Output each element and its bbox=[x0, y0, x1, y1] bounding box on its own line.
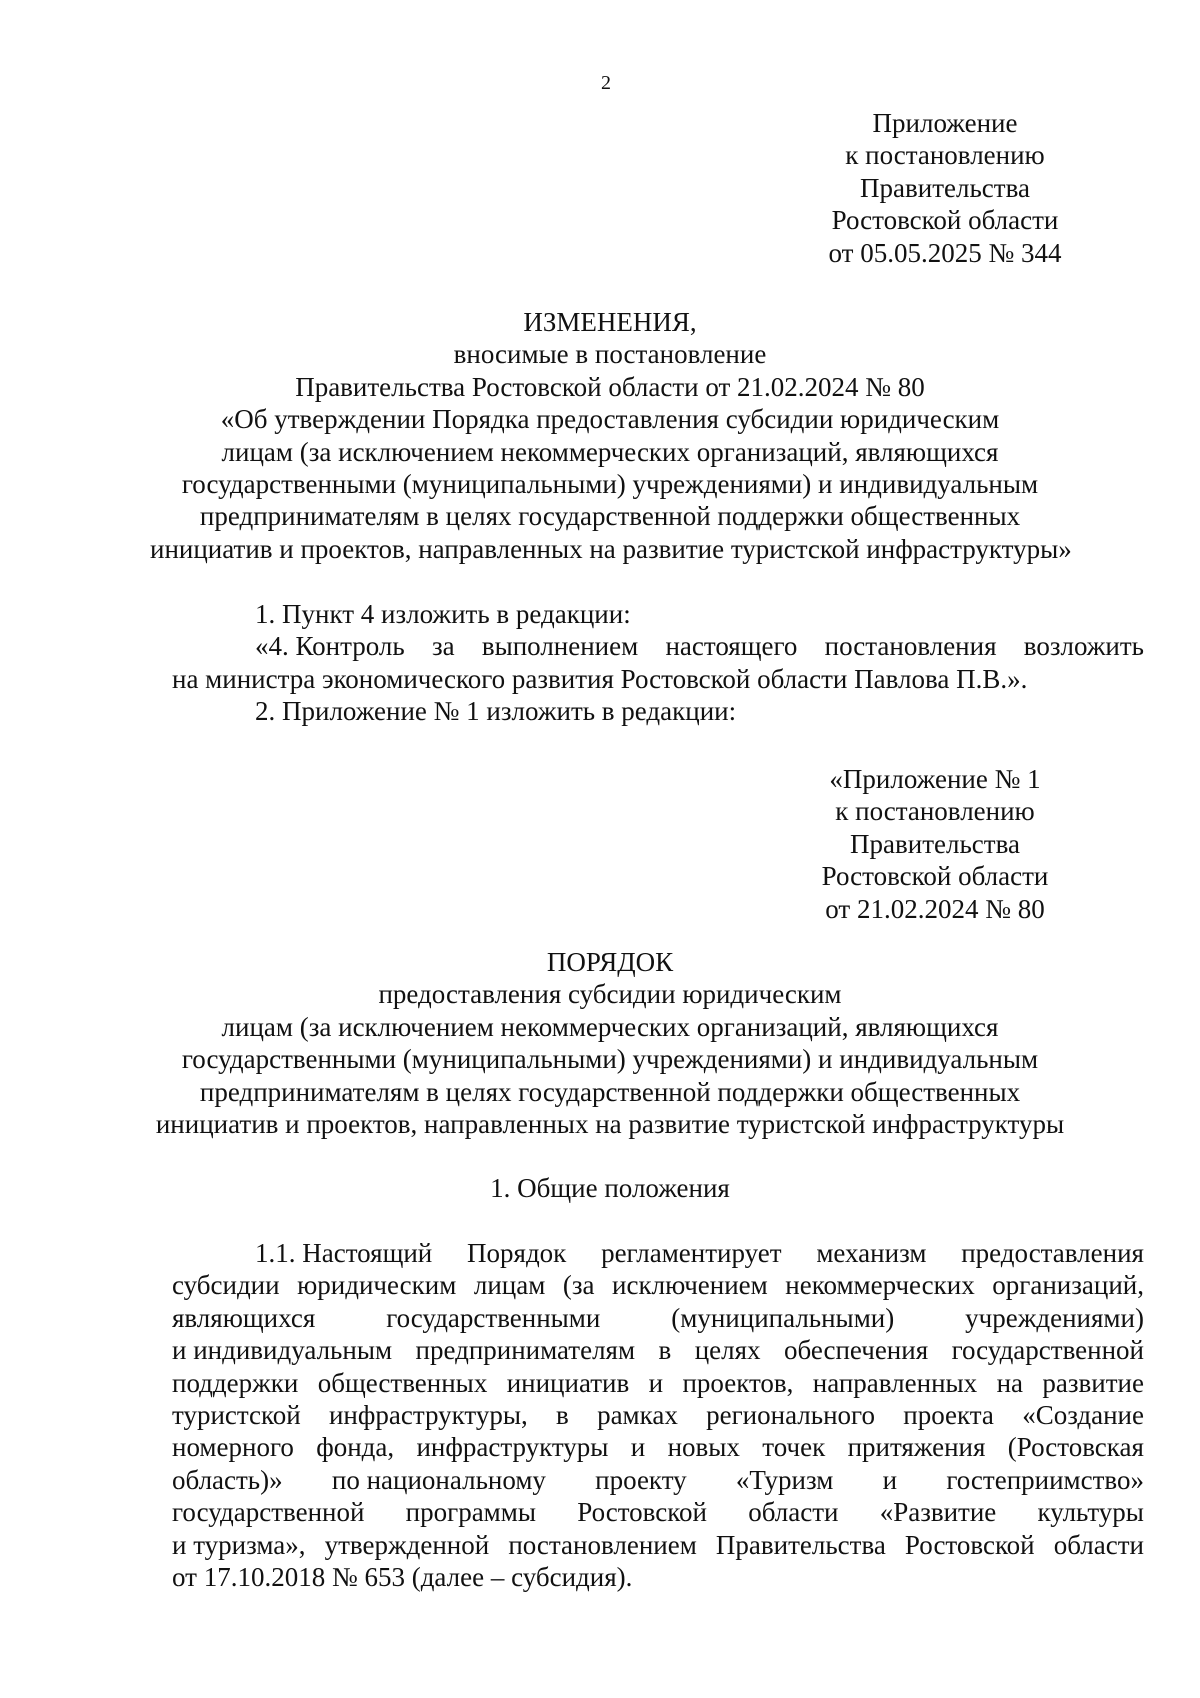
word: Ростовской bbox=[904, 1529, 1035, 1560]
paragraph-line bbox=[172, 1302, 1144, 1334]
word: регионального bbox=[706, 1399, 875, 1430]
word: в bbox=[556, 1399, 569, 1430]
changes-title-line: Правительства Ростовской области от 21.02.2024 № 80 bbox=[295, 371, 925, 402]
item-1-line: 1. Пункт 4 изложить в редакции: bbox=[255, 599, 631, 629]
word: государственными bbox=[386, 1302, 601, 1333]
paragraph-line bbox=[172, 1237, 1144, 1269]
page-number: 2 bbox=[601, 72, 611, 94]
word: выполнением bbox=[481, 631, 639, 662]
word: 1.1. Настоящий bbox=[255, 1238, 433, 1268]
order-title-line: предпринимателям в целях государственной поддержки общественных bbox=[199, 1076, 1021, 1107]
appendix-header-line: к постановлению bbox=[845, 140, 1045, 171]
paragraph-line bbox=[172, 1367, 1144, 1399]
word: проектов, bbox=[682, 1367, 794, 1398]
word: Правительства bbox=[715, 1529, 886, 1560]
word: фонда, bbox=[316, 1432, 395, 1463]
word: и bbox=[882, 1464, 898, 1495]
appendix-header bbox=[780, 107, 1110, 269]
word: регламентирует bbox=[601, 1238, 782, 1268]
word: утвержденной bbox=[324, 1529, 490, 1560]
word: исключением bbox=[612, 1270, 768, 1301]
appendix-1-header-line: Правительства bbox=[850, 828, 1020, 859]
word: развитие bbox=[1042, 1367, 1144, 1398]
changes-title-line: «Об утверждении Порядка предоставления субсидии юридическим bbox=[220, 404, 1000, 435]
word: область)» bbox=[172, 1464, 283, 1495]
word: (за bbox=[562, 1270, 595, 1301]
appendix-1-header-line: Ростовской области bbox=[821, 861, 1049, 892]
word: по национальному bbox=[331, 1464, 546, 1495]
word: и индивидуальным bbox=[172, 1335, 393, 1366]
appendix-header-line: Ростовской области bbox=[831, 205, 1059, 236]
word: государственной bbox=[172, 1497, 365, 1528]
word: государственной bbox=[951, 1335, 1144, 1366]
word: на bbox=[996, 1367, 1023, 1398]
appendix-1-header-line: от 21.02.2024 № 80 bbox=[825, 893, 1045, 924]
order-title-line: лицам (за исключением некоммерческих организаций, являющихся bbox=[221, 1011, 999, 1042]
word: и bbox=[648, 1367, 664, 1398]
word: «Развитие bbox=[879, 1497, 997, 1528]
word: некоммерческих bbox=[785, 1270, 975, 1301]
order-title-line: ПОРЯДОК bbox=[546, 947, 674, 977]
order-title bbox=[150, 946, 1070, 1140]
word: общественных bbox=[317, 1367, 488, 1398]
paragraph-line bbox=[172, 1334, 1144, 1366]
paragraph-last-line: от 17.10.2018 № 653 (далее – субсидия). bbox=[172, 1561, 633, 1592]
word: обеспечения bbox=[783, 1335, 929, 1366]
word: притяжения bbox=[847, 1432, 986, 1463]
word: лицам bbox=[473, 1270, 546, 1301]
word: настоящего bbox=[665, 631, 798, 662]
word: проекта bbox=[903, 1399, 994, 1430]
word: направленных bbox=[812, 1367, 978, 1398]
word: проекту bbox=[595, 1464, 687, 1495]
word: «Туризм bbox=[735, 1464, 834, 1495]
word: постановления bbox=[824, 631, 997, 662]
word: механизм bbox=[816, 1238, 927, 1268]
word: в bbox=[658, 1335, 672, 1366]
paragraph-1-1 bbox=[172, 1237, 1144, 1593]
word: (муниципальными) bbox=[671, 1302, 895, 1333]
word: и bbox=[630, 1432, 646, 1463]
paragraph-line bbox=[172, 1496, 1144, 1528]
changes-title-line: предпринимателям в целях государственной поддержки общественных bbox=[199, 501, 1021, 532]
word: юридическим bbox=[297, 1270, 457, 1301]
order-title-line: предоставления субсидии юридическим bbox=[378, 979, 842, 1010]
word: постановлением bbox=[508, 1529, 697, 1560]
paragraph-line bbox=[172, 1529, 1144, 1561]
item-2-line: 2. Приложение № 1 изложить в редакции: bbox=[255, 696, 737, 727]
changes-title bbox=[150, 306, 1070, 565]
word: Ростовской bbox=[577, 1497, 707, 1528]
paragraph-line bbox=[172, 1399, 1144, 1431]
appendix-header-line: Правительства bbox=[860, 172, 1030, 203]
word: являющихся bbox=[172, 1302, 316, 1333]
word: предоставления bbox=[961, 1238, 1144, 1268]
word: субсидии bbox=[172, 1270, 280, 1301]
word: за bbox=[431, 631, 455, 662]
word: «4. Контроль bbox=[255, 631, 405, 662]
item-1-quote-last-line: на министра экономического развития Ростовской области Павлова П.В.». bbox=[172, 663, 1028, 694]
appendix-header-line: от 05.05.2025 № 344 bbox=[828, 237, 1062, 268]
changes-title-line: вносимые в постановление bbox=[453, 339, 767, 370]
word: гостеприимство» bbox=[946, 1464, 1144, 1495]
word: учреждениями) bbox=[965, 1302, 1144, 1333]
appendix-1-header-line: к постановлению bbox=[835, 796, 1035, 827]
word: новых bbox=[667, 1432, 740, 1463]
word: области bbox=[1053, 1529, 1144, 1560]
word: возложить bbox=[1023, 631, 1144, 662]
changes-title-line: лицам (за исключением некоммерческих организаций, являющихся bbox=[221, 436, 999, 467]
word: рамках bbox=[597, 1399, 678, 1430]
word: (Ростовская bbox=[1007, 1432, 1144, 1463]
word: поддержки bbox=[172, 1367, 299, 1398]
paragraph-line bbox=[172, 1464, 1144, 1496]
paragraph-line bbox=[172, 1431, 1144, 1463]
section-title bbox=[150, 1172, 1070, 1204]
changes-title-line: инициатив и проектов, направленных на развитие туристской инфраструктуры» bbox=[150, 533, 1072, 564]
word: области bbox=[748, 1497, 839, 1528]
word: и туризма», bbox=[172, 1529, 306, 1560]
amendment-items bbox=[172, 598, 1144, 728]
word: целях bbox=[694, 1335, 761, 1366]
word: номерного bbox=[172, 1432, 294, 1463]
changes-title-line: ИЗМЕНЕНИЯ, bbox=[523, 307, 697, 337]
paragraph-line bbox=[172, 1269, 1144, 1301]
appendix-header-line: Приложение bbox=[872, 108, 1018, 138]
section-title-line: 1. Общие положения bbox=[490, 1173, 730, 1203]
word: инфраструктуры, bbox=[328, 1399, 528, 1430]
word: туристской bbox=[172, 1399, 301, 1430]
appendix-1-header bbox=[770, 763, 1100, 925]
word: программы bbox=[405, 1497, 536, 1528]
item-1-quote-first-line bbox=[172, 630, 1144, 662]
word: Порядок bbox=[467, 1238, 567, 1268]
appendix-1-header-line: «Приложение № 1 bbox=[829, 764, 1041, 794]
order-title-line: государственными (муниципальными) учреждениями) и индивидуальным bbox=[181, 1044, 1039, 1075]
order-title-line: инициатив и проектов, направленных на развитие туристской инфраструктуры bbox=[155, 1108, 1065, 1139]
word: инфраструктуры bbox=[416, 1432, 609, 1463]
word: инициатив bbox=[506, 1367, 630, 1398]
changes-title-line: государственными (муниципальными) учреждениями) и индивидуальным bbox=[181, 468, 1039, 499]
word: предпринимателям bbox=[415, 1335, 636, 1366]
word: точек bbox=[762, 1432, 826, 1463]
word: «Создание bbox=[1022, 1399, 1144, 1430]
word: культуры bbox=[1037, 1497, 1144, 1528]
word: организаций, bbox=[992, 1270, 1144, 1301]
